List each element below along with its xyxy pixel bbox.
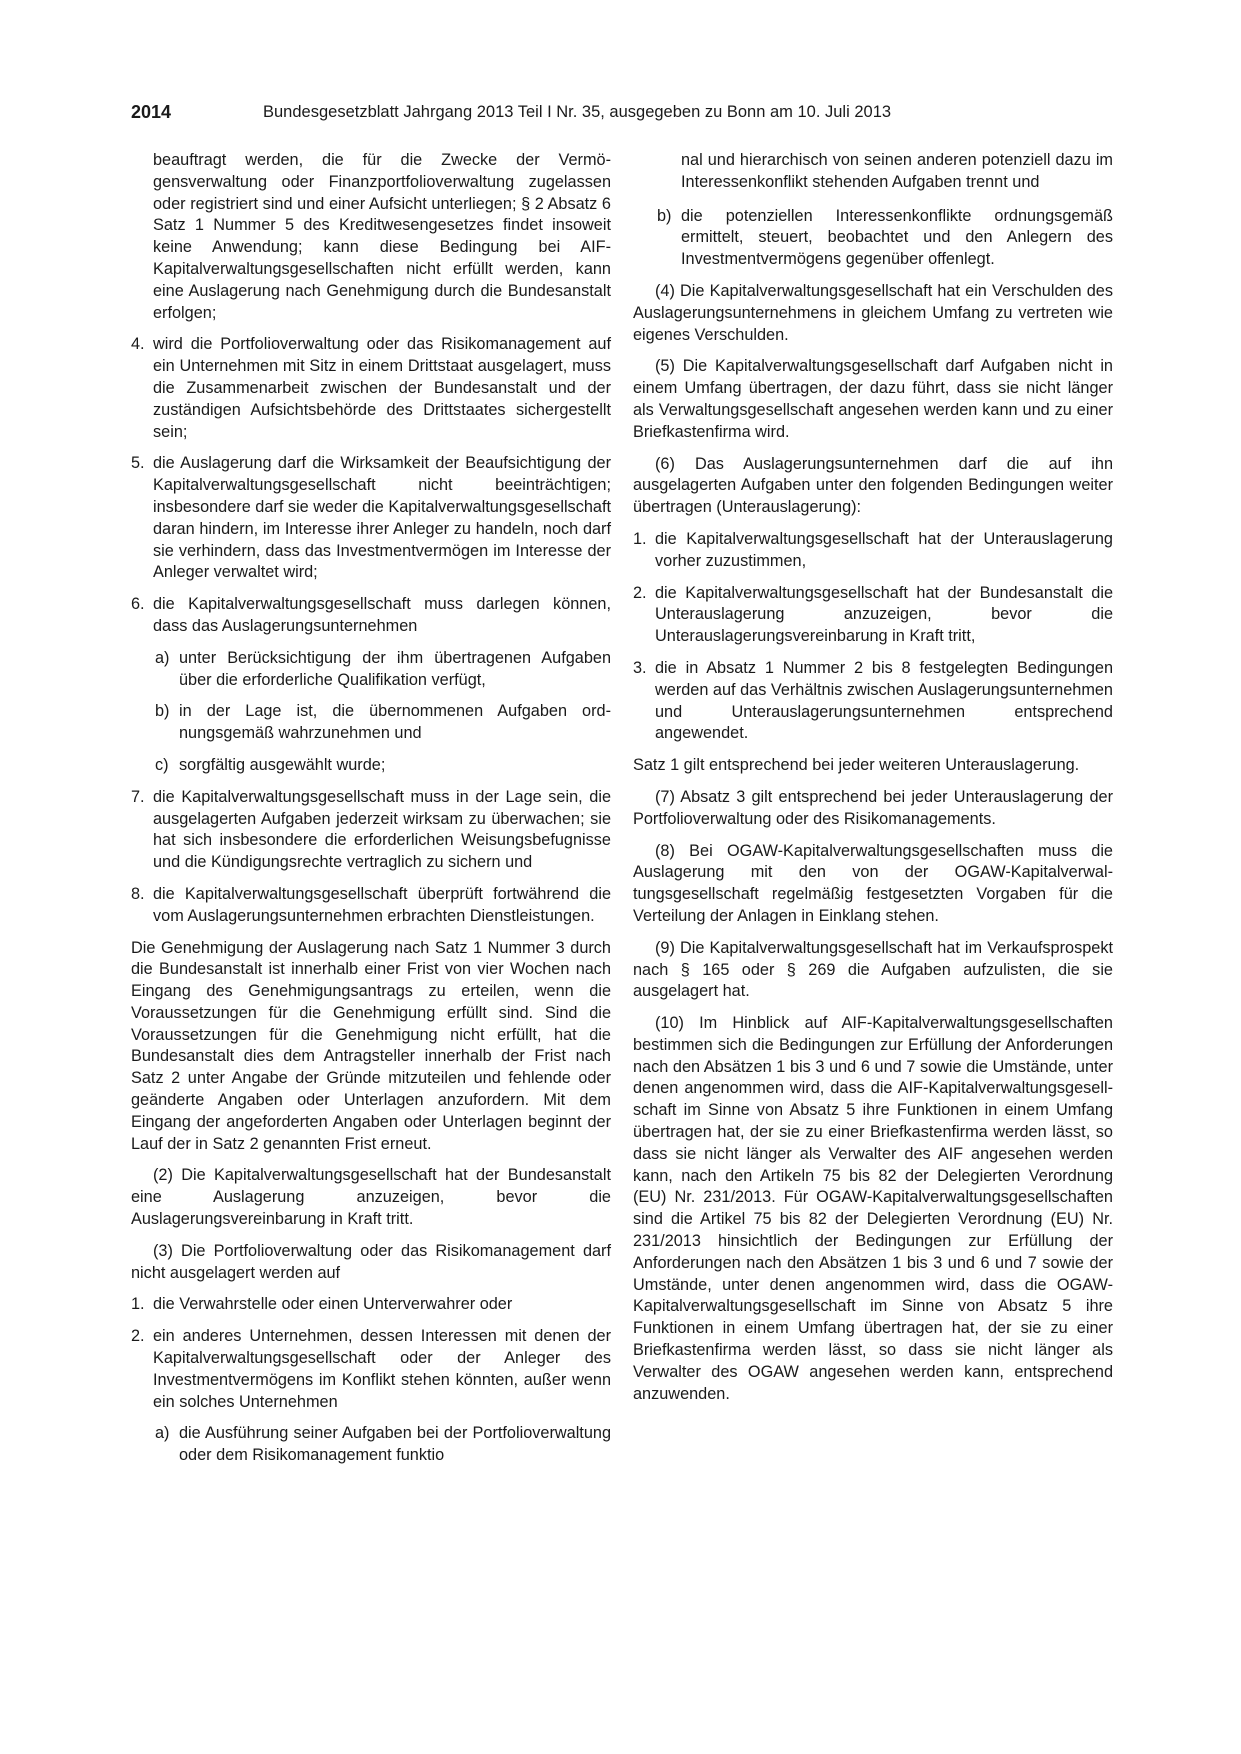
list-item-7 bbox=[131, 787, 611, 874]
list-item-label: 8. bbox=[131, 884, 145, 903]
list-item-text: die Auslagerung darf die Wirksamkeit der Beaufsichtigung der Kapitalverwaltungsgesellschaft nicht beeinträchtigen; insbesondere darf sie weder die Kapitalverwaltungsgesellschaft daran hindern, im Interesse ihrer Anleger zu handeln, noch darf sie verhindern, dass das Investmentvermögen im Interesse der Anleger verwaltet wird; bbox=[153, 454, 611, 582]
list-item-6-2 bbox=[633, 583, 1113, 648]
sub-item-3-2a bbox=[131, 1423, 611, 1467]
sub-item-label: c) bbox=[155, 755, 169, 774]
list-item-text: die Kapitalverwaltungsgesellschaft muss darlegen können, dass das Auslagerungsunternehmen bbox=[153, 595, 611, 635]
list-item-label: 3. bbox=[633, 658, 647, 677]
list-item-text: die Kapitalverwaltungsgesellschaft muss in der Lage sein, die ausgelagerten Aufgaben jederzeit wirksam zu überwachen; sie hat sich insbesondere die erforderlichen Weisungsbefugnisse und die Kündigungsrechte vertraglich zu sichern und bbox=[153, 787, 611, 872]
right-column bbox=[633, 150, 1113, 1415]
paragraph-5: (5) Die Kapitalverwaltungsgesellschaft darf Aufgaben nicht in einem Umfang übertragen, der dazu führt, dass sie nicht länger als Verwaltungsgesellschaft angesehen werden kann und zu einer Briefkastenfirma wird. bbox=[633, 357, 1113, 441]
sub-item-label: a) bbox=[155, 648, 170, 667]
list-item-text: die Verwahrstelle oder einen Unterverwahrer oder bbox=[153, 1295, 513, 1314]
sub-item-text: die Ausführung seiner Aufgaben bei der Portfolioverwaltung oder dem Risikomanagement funktio bbox=[179, 1424, 611, 1465]
paragraph-3: (3) Die Portfolioverwaltung oder das Risikomanagement darf nicht ausgelagert werden auf bbox=[131, 1241, 611, 1282]
list-item-text: die Kapitalverwaltungsgesellschaft überprüft fortwährend die vom Auslagerungsunternehmen erbrachten Dienstleistungen. bbox=[153, 884, 611, 925]
paragraph-8: (8) Bei OGAW-Kapitalverwaltungsgesellschaften muss die Auslagerung mit den von der OGAW-Kapitalverwaltungsgesellschaft regelmäßig festgesetzten Vorgaben für die Verteilung der Anlagen in Einklang stehen. bbox=[633, 841, 1113, 925]
paragraph-6: (6) Das Auslagerungsunternehmen darf die auf ihn ausgelagerten Aufgaben unter den folgenden Bedingungen weiter übertragen (Unterauslagerung): bbox=[633, 454, 1113, 517]
paragraph-7: (7) Absatz 3 gilt entsprechend bei jeder Unterauslagerung der Portfolioverwaltung oder des Risikomanagements. bbox=[633, 787, 1113, 828]
paragraph-9: (9) Die Kapitalverwaltungsgesellschaft hat im Verkaufsprospekt nach § 165 oder § 269 die Aufgaben aufzulisten, die sie ausgelagert hat. bbox=[633, 938, 1113, 1001]
list-item-3-1 bbox=[131, 1294, 611, 1316]
list-item-6-1 bbox=[633, 529, 1113, 573]
list-item-label: 4. bbox=[131, 335, 145, 354]
list-item-text: ein anderes Unternehmen, dessen Interessen mit denen der Kapitalverwaltungsgesellschaft oder der Anleger des Investmentvermögens im Konflikt stehen könnten, außer wenn ein solches Unternehmen bbox=[153, 1327, 611, 1411]
continued-sub-item-a: nal und hierarchisch von seinen anderen potenziell dazu im Interessenkonflikt stehenden Aufgaben trennt und bbox=[681, 151, 1113, 191]
sub-item-label: b) bbox=[155, 702, 170, 721]
sub-item-6b bbox=[131, 701, 611, 745]
continued-item-3: beauftragt werden, die für die Zwecke der Vermögensverwaltung oder Finanzportfolioverwaltung zugelassen oder registriert sind und einer Aufsicht unterliegen; § 2 Absatz 6 Satz 1 Nummer 5 des Kreditwesengesetzes findet insoweit keine Anwendung; kann diese Bedingung bei AIF-Kapitalverwaltungsgesellschaften nicht erfüllt werden, kann eine Auslagerung nach Genehmigung durch die Bundesanstalt erfolgen; bbox=[153, 151, 611, 322]
paragraph-2: (2) Die Kapitalverwaltungsgesellschaft hat der Bundesanstalt eine Auslagerung anzuzeigen, bevor die Auslagerungsvereinbarung in Kraft tritt. bbox=[131, 1166, 611, 1229]
paragraph-10: (10) Im Hinblick auf AIF-Kapitalverwaltungsgesellschaften bestimmen sich die Bedingungen zur Erfüllung der Anforderungen nach den Absätzen 1 bis 3 und 6 und 7 sowie die Umstände, unter denen angenommen wird, dass die AIF-Kapitalverwaltungsgesellschaft im Sinne von Absatz 5 ihre Funktionen in einem Umfang übertragen hat, der sie zu einer Briefkastenfirma werden lässt, so dass sie nicht länger als Verwalter des AIF angesehen werden kann, nach den Artikeln 75 bis 82 der Delegierten Verordnung (EU) Nr. 231/2013. Für OGAW-Kapitalverwaltungsgesellschaften sind die Artikel 75 bis 82 der Delegierten Verordnung (EU) Nr. 231/2013 hinsichtlich der Bedingungen zur Erfüllung der Anforderungen nach den Absätzen 1 bis 3 und 6 und 7 sowie der Umstände, unter denen angenommen wird, dass die OGAW-Kapitalverwaltungsgesellschaft im Sinne von Absatz 5 ihre Funktionen in einem Umfang übertragen hat, der sie zu einer Briefkastenfirma werden lässt, so dass sie nicht länger als Verwalter des OGAW angesehen werden kann, entsprechend anzuwenden. bbox=[633, 1014, 1113, 1403]
sub-item-text: in der Lage ist, die übernommenen Aufgaben ordnungsgemäß wahrzunehmen und bbox=[179, 702, 611, 743]
list-item-label: 1. bbox=[633, 529, 647, 548]
list-item-text: die Kapitalverwaltungsgesellschaft hat der Unterauslagerung vorher zuzustimmen, bbox=[655, 529, 1113, 570]
paragraph-4: (4) Die Kapitalverwaltungsgesellschaft hat ein Verschulden des Auslagerungsunternehmens in gleichem Umfang zu vertreten wie eigenes Verschulden. bbox=[633, 281, 1113, 344]
paragraph-genehmigung: Die Genehmigung der Auslagerung nach Satz 1 Nummer 3 durch die Bundesanstalt ist innerhalb einer Frist von vier Wochen nach Eingang des Genehmigungsantrags zu erteilen, wenn die Voraussetzungen für die Genehmigung erfüllt sind. Sind die Voraussetzungen für die Genehmigung nicht erfüllt, hat die Bundesanstalt dies dem Antragsteller innerhalb der Frist nach Satz 2 unter Angabe der Gründe mitzuteilen und fehlende oder geänderte Angaben oder Unterlagen anzufordern. Mit dem Eingang der angeforderten Angaben oder Unterlagen beginnt der Lauf der in Satz 2 genannten Frist erneut. bbox=[131, 938, 611, 1153]
list-item-6-3 bbox=[633, 658, 1113, 745]
page-number: 2014 bbox=[131, 102, 172, 122]
sub-item-label: b) bbox=[657, 206, 672, 225]
list-item-5 bbox=[131, 453, 611, 584]
list-item-label: 7. bbox=[131, 787, 145, 806]
page-header bbox=[131, 100, 1111, 124]
sub-item-text: unter Berücksichtigung der ihm übertragenen Aufgaben über die erforderliche Qualifikation verfügt, bbox=[179, 648, 611, 689]
paragraph-satz-1: Satz 1 gilt entsprechend bei jeder weiteren Unterauslagerung. bbox=[633, 756, 1080, 775]
left-column bbox=[131, 150, 611, 1477]
sub-item-3-2b bbox=[633, 206, 1113, 271]
list-item-3-2 bbox=[131, 1326, 611, 1413]
list-item-6 bbox=[131, 594, 611, 638]
sub-item-label: a) bbox=[155, 1424, 170, 1443]
list-item-label: 5. bbox=[131, 454, 145, 473]
list-item-4 bbox=[131, 334, 611, 443]
list-item-label: 2. bbox=[633, 583, 647, 602]
list-item-label: 2. bbox=[131, 1327, 145, 1346]
list-item-label: 6. bbox=[131, 595, 145, 614]
list-item-text: die in Absatz 1 Nummer 2 bis 8 festgelegten Bedingungen werden auf das Verhältnis zwischen Auslagerungsunternehmen und Unterauslagerungsunternehmen entsprechend angewendet. bbox=[655, 658, 1113, 743]
running-title: Bundesgesetzblatt Jahrgang 2013 Teil I Nr. 35, ausgegeben zu Bonn am 10. Juli 2013 bbox=[263, 103, 892, 121]
sub-item-text: sorgfältig ausgewählt wurde; bbox=[179, 755, 386, 774]
list-item-text: wird die Portfolioverwaltung oder das Risikomanagement auf ein Unternehmen mit Sitz in einem Drittstaat ausgelagert, muss die Zusammenarbeit zwischen der Bundesanstalt und der zuständigen Aufsichtsbehörde des Drittstaates sichergestellt sein; bbox=[153, 335, 611, 441]
sub-item-6c bbox=[131, 755, 611, 777]
list-item-label: 1. bbox=[131, 1295, 145, 1314]
sub-item-6a bbox=[131, 648, 611, 692]
list-item-8 bbox=[131, 884, 611, 928]
list-item-text: die Kapitalverwaltungsgesellschaft hat der Bundesanstalt die Unterauslagerung anzuzeigen, bevor die Unterauslagerungsvereinbarung in Kraft tritt, bbox=[655, 583, 1113, 646]
sub-item-text: die potenziellen Interessenkonflikte ordnungsgemäß ermittelt, steuert, beobachtet und den Anlegern des Investmentvermögens gegenüber offenlegt. bbox=[681, 206, 1113, 269]
